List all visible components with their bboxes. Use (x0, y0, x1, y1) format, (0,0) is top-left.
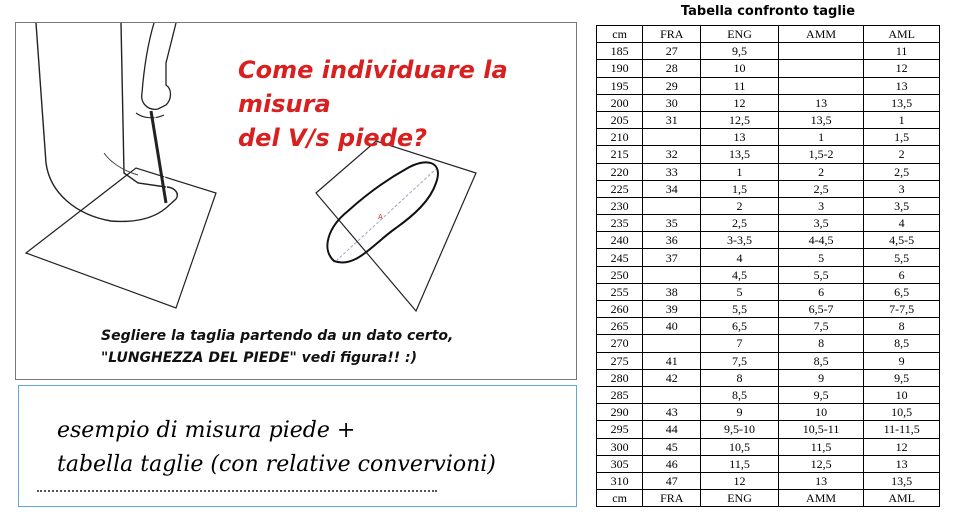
table-cell: 36 (643, 232, 701, 249)
table-cell: 10 (864, 386, 940, 403)
table-cell (778, 60, 863, 77)
table-cell: 300 (597, 438, 643, 455)
pencil (151, 111, 166, 203)
table-cell: 3 (864, 180, 940, 197)
table-cell: 280 (597, 369, 643, 386)
table-cell: 13,5 (701, 146, 779, 163)
table-row (597, 266, 940, 283)
footer-cell: FRA (643, 490, 701, 507)
table-cell: 10,5 (864, 404, 940, 421)
table-cell: 13 (864, 455, 940, 472)
table-cell: 1 (701, 163, 779, 180)
table-cell: 8 (701, 369, 779, 386)
table-cell: 6,5-7 (778, 301, 863, 318)
header-cell: AML (864, 26, 940, 43)
measuring-illustration (15, 22, 577, 380)
table-cell: 8,5 (864, 335, 940, 352)
table-cell: 4 (864, 215, 940, 232)
table-cell: 5 (778, 249, 863, 266)
table-cell: 13 (701, 129, 779, 146)
table-row (597, 386, 940, 403)
table-cell: 2,5 (864, 163, 940, 180)
caption-line-1: Segliere la taglia partendo da un dato certo, (101, 328, 454, 344)
paper-sheet-left (26, 168, 216, 308)
table-row (597, 472, 940, 489)
table-cell: 195 (597, 77, 643, 94)
table-cell: 4,5-5 (864, 232, 940, 249)
table-cell: 5,5 (864, 249, 940, 266)
table-cell: 12 (864, 438, 940, 455)
table-cell: 245 (597, 249, 643, 266)
headline-line-1: Come individuare la misura (238, 56, 508, 118)
table-cell: 250 (597, 266, 643, 283)
table-cell (643, 197, 701, 214)
table-cell: 11 (864, 43, 940, 60)
table-cell: 4-4,5 (778, 232, 863, 249)
table-cell: 230 (597, 197, 643, 214)
table-cell: 45 (643, 438, 701, 455)
table-header-row (597, 26, 940, 43)
table-cell: 41 (643, 352, 701, 369)
table-cell: 3 (778, 197, 863, 214)
table-cell: 310 (597, 472, 643, 489)
table-cell: 1 (778, 129, 863, 146)
table-cell: 11,5 (701, 455, 779, 472)
table-cell: 205 (597, 111, 643, 128)
table-cell: 1 (864, 111, 940, 128)
table-cell: 32 (643, 146, 701, 163)
footer-cell: AMM (778, 490, 863, 507)
table-cell (778, 77, 863, 94)
table-row (597, 163, 940, 180)
table-cell: 1,5 (701, 180, 779, 197)
table-row (597, 215, 940, 232)
table-cell: 6 (778, 283, 863, 300)
table-row (597, 455, 940, 472)
table-row (597, 249, 940, 266)
table-cell (643, 129, 701, 146)
table-cell: 295 (597, 421, 643, 438)
table-cell: 1,5 (864, 129, 940, 146)
table-row (597, 60, 940, 77)
table-row (597, 43, 940, 60)
table-cell: 12,5 (778, 455, 863, 472)
table-cell: 11,5 (778, 438, 863, 455)
table-cell: 39 (643, 301, 701, 318)
table-row (597, 283, 940, 300)
table-cell: 12 (701, 94, 779, 111)
table-row (597, 111, 940, 128)
table-cell: 275 (597, 352, 643, 369)
table-cell: 2 (864, 146, 940, 163)
table-cell: 8,5 (701, 386, 779, 403)
cut-off-text-remnant (37, 490, 437, 495)
table-row (597, 301, 940, 318)
caption-line-2: "LUNGHEZZA DEL PIEDE" vedi figura!! :) (101, 350, 417, 366)
table-cell: 215 (597, 146, 643, 163)
footer-cell: cm (597, 490, 643, 507)
headline (238, 53, 576, 155)
table-row (597, 369, 940, 386)
table-cell: 46 (643, 455, 701, 472)
table-cell: 31 (643, 111, 701, 128)
table-cell: 260 (597, 301, 643, 318)
table-cell: 270 (597, 335, 643, 352)
table-cell: 8 (778, 335, 863, 352)
table-cell: 10 (701, 60, 779, 77)
paper-sheet-right (316, 141, 476, 311)
table-cell: 29 (643, 77, 701, 94)
table-cell: 200 (597, 94, 643, 111)
table-cell: 11-11,5 (864, 421, 940, 438)
table-cell: 2,5 (778, 180, 863, 197)
table-cell: 13,5 (864, 94, 940, 111)
table-row (597, 352, 940, 369)
table-cell: 240 (597, 232, 643, 249)
table-cell: 2,5 (701, 215, 779, 232)
footer-cell: AML (864, 490, 940, 507)
example-line-1: esempio di misura piede + (57, 418, 356, 443)
header-cell: FRA (643, 26, 701, 43)
table-cell: 9 (864, 352, 940, 369)
table-row (597, 77, 940, 94)
table-cell: 10 (778, 404, 863, 421)
header-cell: AMM (778, 26, 863, 43)
point-label: A (378, 213, 383, 221)
table-cell: 11 (701, 77, 779, 94)
table-cell: 13,5 (864, 472, 940, 489)
table-row (597, 197, 940, 214)
table-cell: 33 (643, 163, 701, 180)
table-cell: 255 (597, 283, 643, 300)
table-cell: 290 (597, 404, 643, 421)
table-cell: 9,5 (701, 43, 779, 60)
table-cell: 13 (778, 472, 863, 489)
table-row (597, 438, 940, 455)
table-cell: 38 (643, 283, 701, 300)
table-cell: 7-7,5 (864, 301, 940, 318)
table-footer-row (597, 490, 940, 507)
header-cell: ENG (701, 26, 779, 43)
foot-length-line (336, 169, 436, 261)
table-cell: 27 (643, 43, 701, 60)
table-cell: 13 (778, 94, 863, 111)
table-cell: 3-3,5 (701, 232, 779, 249)
table-cell: 305 (597, 455, 643, 472)
table-cell: 5,5 (701, 301, 779, 318)
headline-line-2: del V/s piede? (238, 124, 428, 152)
table-cell: 10,5 (701, 438, 779, 455)
example-line-2: tabella taglie (con relative convervioni) (57, 452, 496, 477)
table-row (597, 146, 940, 163)
caption (101, 325, 453, 369)
table-cell: 4,5 (701, 266, 779, 283)
table-cell: 6,5 (864, 283, 940, 300)
table-cell: 210 (597, 129, 643, 146)
table-cell: 5,5 (778, 266, 863, 283)
table-cell: 40 (643, 318, 701, 335)
table-row (597, 421, 940, 438)
table-cell: 9,5 (778, 386, 863, 403)
table-cell: 12 (864, 60, 940, 77)
table-cell: 4 (701, 249, 779, 266)
table-cell: 30 (643, 94, 701, 111)
hand-outline (142, 23, 176, 109)
table-cell: 6 (864, 266, 940, 283)
table-cell: 37 (643, 249, 701, 266)
table-cell: 190 (597, 60, 643, 77)
example-box (18, 385, 577, 507)
header-cell: cm (597, 26, 643, 43)
table-cell: 10,5-11 (778, 421, 863, 438)
table-title: Tabella confronto taglie (680, 4, 856, 19)
table-cell: 8,5 (778, 352, 863, 369)
table-body (597, 43, 940, 490)
table-cell: 13 (864, 77, 940, 94)
table-row (597, 404, 940, 421)
table-cell: 28 (643, 60, 701, 77)
table-cell: 2 (701, 197, 779, 214)
table-cell: 12,5 (701, 111, 779, 128)
table-cell: 13,5 (778, 111, 863, 128)
table-cell: 47 (643, 472, 701, 489)
table-cell: 6,5 (701, 318, 779, 335)
table-row (597, 129, 940, 146)
footer-cell: ENG (701, 490, 779, 507)
table-cell: 5 (701, 283, 779, 300)
table-cell: 225 (597, 180, 643, 197)
table-cell: 44 (643, 421, 701, 438)
table-cell: 7,5 (778, 318, 863, 335)
table-cell: 9 (778, 369, 863, 386)
table-cell (643, 386, 701, 403)
table-cell: 7 (701, 335, 779, 352)
size-comparison-table (596, 25, 940, 507)
table-cell: 9,5-10 (701, 421, 779, 438)
table-cell: 185 (597, 43, 643, 60)
table-cell: 235 (597, 215, 643, 232)
table-cell: 9,5 (864, 369, 940, 386)
table-cell (778, 43, 863, 60)
table-cell: 34 (643, 180, 701, 197)
table-cell: 12 (701, 472, 779, 489)
table-cell: 35 (643, 215, 701, 232)
table-row (597, 318, 940, 335)
table-cell (643, 335, 701, 352)
table-cell: 265 (597, 318, 643, 335)
table-cell: 7,5 (701, 352, 779, 369)
table-cell: 9 (701, 404, 779, 421)
table-cell (643, 266, 701, 283)
table-row (597, 94, 940, 111)
table-cell: 8 (864, 318, 940, 335)
table-row (597, 180, 940, 197)
table-cell: 285 (597, 386, 643, 403)
table-cell: 43 (643, 404, 701, 421)
table-cell: 2 (778, 163, 863, 180)
table-cell: 220 (597, 163, 643, 180)
table-cell: 3,5 (778, 215, 863, 232)
table-row (597, 232, 940, 249)
table-cell: 3,5 (864, 197, 940, 214)
table-cell: 1,5-2 (778, 146, 863, 163)
table-cell: 42 (643, 369, 701, 386)
table-row (597, 335, 940, 352)
